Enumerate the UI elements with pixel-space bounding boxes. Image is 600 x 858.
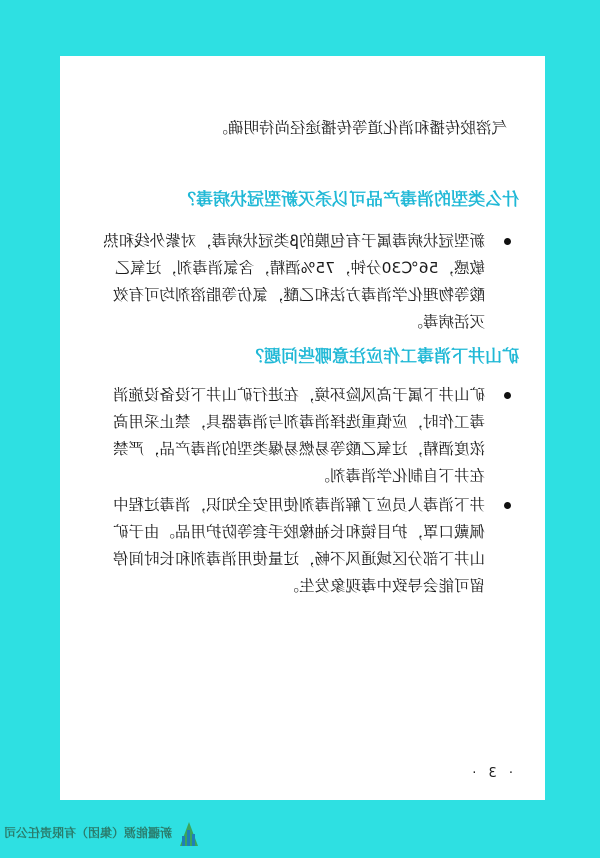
company-logo-icon: [178, 818, 200, 848]
section-heading-mine-disinfection: 矿山井下消毒工作应注意哪些问题？: [247, 347, 519, 367]
document-page: [60, 56, 545, 800]
list-item: [100, 382, 515, 490]
footer-watermark: [0, 800, 600, 858]
footer-mirrored: [0, 800, 600, 858]
intro-paragraph: 气溶胶传播和消化道等传播途径尚待明确。: [212, 119, 507, 137]
page-number: · 3 ·: [468, 766, 513, 781]
bullet-icon: [504, 392, 511, 399]
mirrored-content: [60, 56, 545, 800]
list-item-text: 矿山井下属于高风险环境，在进行矿山井下设备设施消毒工作时，应慎重选择消毒剂与消毒器具，禁止采用高浓度酒精，过氧乙酸等易燃易爆类型的消毒产品，严禁在井下自制化学消毒剂。: [112, 386, 485, 485]
bullet-icon: [504, 502, 511, 509]
section-list-disinfectant-types: [100, 228, 515, 338]
list-item: [100, 492, 515, 600]
bullet-icon: [504, 238, 511, 245]
section-heading-disinfectant-types: 什么类型的消毒产品可以杀灭新型冠状病毒？: [179, 190, 519, 210]
list-item-text: 新型冠状病毒属于有包膜的β类冠状病毒，对紫外线和热敏感，56℃30分钟，75%酒精，含氯消毒剂，过氧乙酸等物理化学消毒方法和乙醚，氯仿等脂溶剂均可有效灭活病毒。: [103, 232, 485, 331]
section-list-mine-disinfection: [100, 382, 515, 602]
company-name: 新疆能源（集团）有限责任公司: [3, 826, 172, 840]
list-item: [100, 228, 515, 336]
list-item-text: 井下消毒人员应了解消毒剂使用安全知识，消毒过程中佩戴口罩，护目镜和长袖橡胶手套等防护用品。由于矿山井下部分区域通风不畅，过量使用消毒剂和长时间停留可能会导致中毒现象发生。: [112, 496, 485, 595]
